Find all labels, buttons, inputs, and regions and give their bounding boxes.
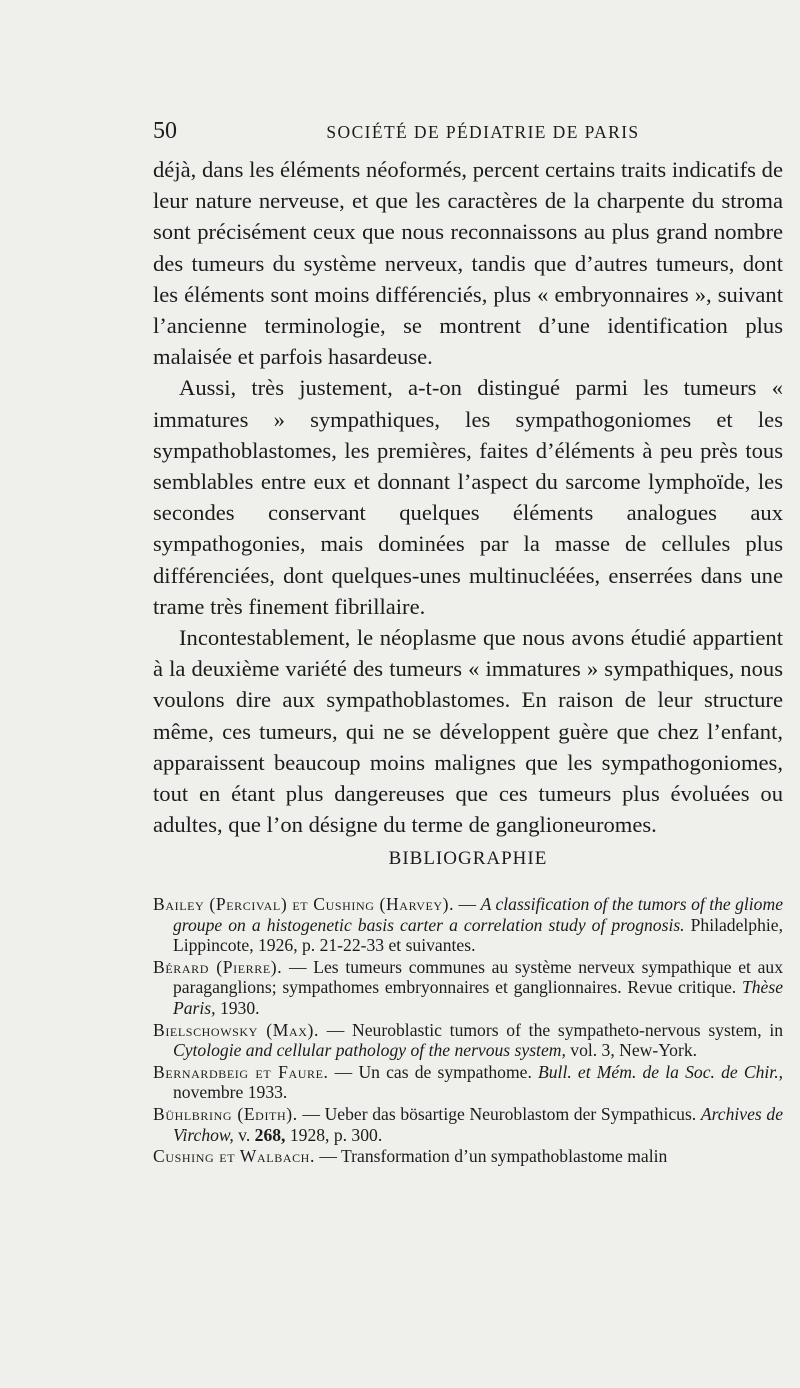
entry-details: Philadelphie, Lippincote, 1926, p. 21-22-33 et suivantes. <box>173 914 783 956</box>
entry-author: Bérard (Pierre). <box>153 956 283 977</box>
entry-text: Transformation d’un sympathoblastome malin <box>341 1146 668 1167</box>
entry-title: A classification of the tumors of the gliome groupe on a histogenetic basis carter a correlation study of prognosis. <box>173 894 783 935</box>
bibliography-heading: BIBLIOGRAPHIE <box>388 848 548 869</box>
entry-title: Cytologie and cellular pathology of the nervous system, <box>173 1040 566 1061</box>
bibliography-entry: Bielschowsky (Max). — Neuroblastic tumors of the sympatheto-nervous system, in Cytologie and cellular pathology of the nervous system, vol. 3, New-York. <box>153 1019 784 1061</box>
paragraph: déjà, dans les éléments néoformés, percent certains traits indicatifs de leur nature nerveuse, et que les caractères de la charpente du stroma sont précisément ceux que nous reconnaissons au plus grand nombre des tumeurs du système nerveux, tandis que d’autres tumeurs, dont les éléments sont moins différenciés, plus « embryonnaires », suivant l’ancienne terminologie, se montrent d’une identification plus malaisée et parfois hasardeuse. <box>153 157 783 370</box>
entry-title: Thèse Paris, <box>173 977 783 1018</box>
entry-text: Un cas de sympathome. <box>358 1061 532 1082</box>
entry-details: novembre 1933. <box>173 1082 288 1103</box>
paragraph: Aussi, très justement, a-t-on distingué parmi les tumeurs « immatures » sympathiques, les sympathogoniomes et les sympathoblastomes, les premières, faites d’éléments à peu près tous semblables entre eux et donnant l’aspect du sarcome lymphoïde, les secondes conservant quelques éléments analogues aux sympathogonies, mais dominées par la masse de cellules plus différenciées, dont quelques-unes multinucléées, enserrées dans une trame très finement fibrillaire. <box>153 375 783 619</box>
entry-text: Les tumeurs communes au système nerveux sympathique et aux paraganglions; sympathomes embryonnaires et ganglionnaires. Revue critique. <box>173 956 783 998</box>
entry-details: 1928, p. 300. <box>289 1124 383 1145</box>
entry-volume: 268, <box>254 1124 286 1145</box>
entry-title: Bull. et Mém. de la Soc. de Chir., <box>538 1061 783 1082</box>
page-header <box>153 118 783 148</box>
bibliography-entry: Cushing et Walbach. — Transformation d’un sympathoblastome malin <box>153 1146 668 1167</box>
page-number: 50 <box>153 118 177 144</box>
running-title: SOCIÉTÉ DE PÉDIATRIE DE PARIS <box>326 122 640 142</box>
entry-text: Ueber das bösartige Neuroblastom der Sympathicus. <box>324 1103 697 1124</box>
entry-volume-prefix: v. <box>238 1124 251 1145</box>
entry-details: vol. 3, New-York. <box>570 1040 698 1061</box>
body-text <box>153 154 783 840</box>
entry-author: Bailey (Percival) et Cushing (Harvey). <box>153 894 455 914</box>
bibliography-entry: Bailey (Percival) et Cushing (Harvey). — A classification of the tumors of the gliome groupe on a histogenetic basis carter a correlation study of prognosis. Philadelphie, Lippincote, 1926, p. 21-22-33 et suivantes. <box>153 894 783 956</box>
entry-author: Bühlbring (Edith). <box>153 1103 298 1124</box>
paragraph: Incontestablement, le néoplasme que nous avons étudié appartient à la deuxième variété des tumeurs « immatures » sympathiques, nous voulons dire aux sympathoblastomes. En raison de leur structure même, ces tumeurs, qui ne se développent guère que chez l’enfant, apparaissent beaucoup moins malignes que les sympathogoniomes, tout en étant plus dangereuses que ces tumeurs plus évoluées ou adultes, que l’on désigne du terme de ganglioneuromes. <box>153 625 783 838</box>
entry-title: Archives de Virchow, <box>173 1103 784 1145</box>
entry-author: Cushing et Walbach. <box>153 1146 315 1167</box>
bibliography-list <box>153 894 783 1168</box>
bibliography-entry: Bühlbring (Edith). — Ueber das bösartige Neuroblastom der Sympathicus. Archives de Virchow, v. 268, 1928, p. 300. <box>153 1103 784 1145</box>
bibliography-entry: Bérard (Pierre). — Les tumeurs communes au système nerveux sympathique et aux paraganglions; sympathomes embryonnaires et ganglionnaires. Revue critique. Thèse Paris, 1930. <box>153 956 783 1018</box>
entry-text: Neuroblastic tumors of the sympatheto-nervous system, in <box>352 1019 784 1040</box>
bibliography-entry: Bernardbeig et Faure. — Un cas de sympathome. Bull. et Mém. de la Soc. de Chir., novembre 1933. <box>153 1061 783 1103</box>
entry-details: 1930. <box>219 997 260 1018</box>
entry-author: Bernardbeig et Faure. <box>153 1061 329 1082</box>
entry-author: Bielschowsky (Max). <box>153 1019 319 1040</box>
